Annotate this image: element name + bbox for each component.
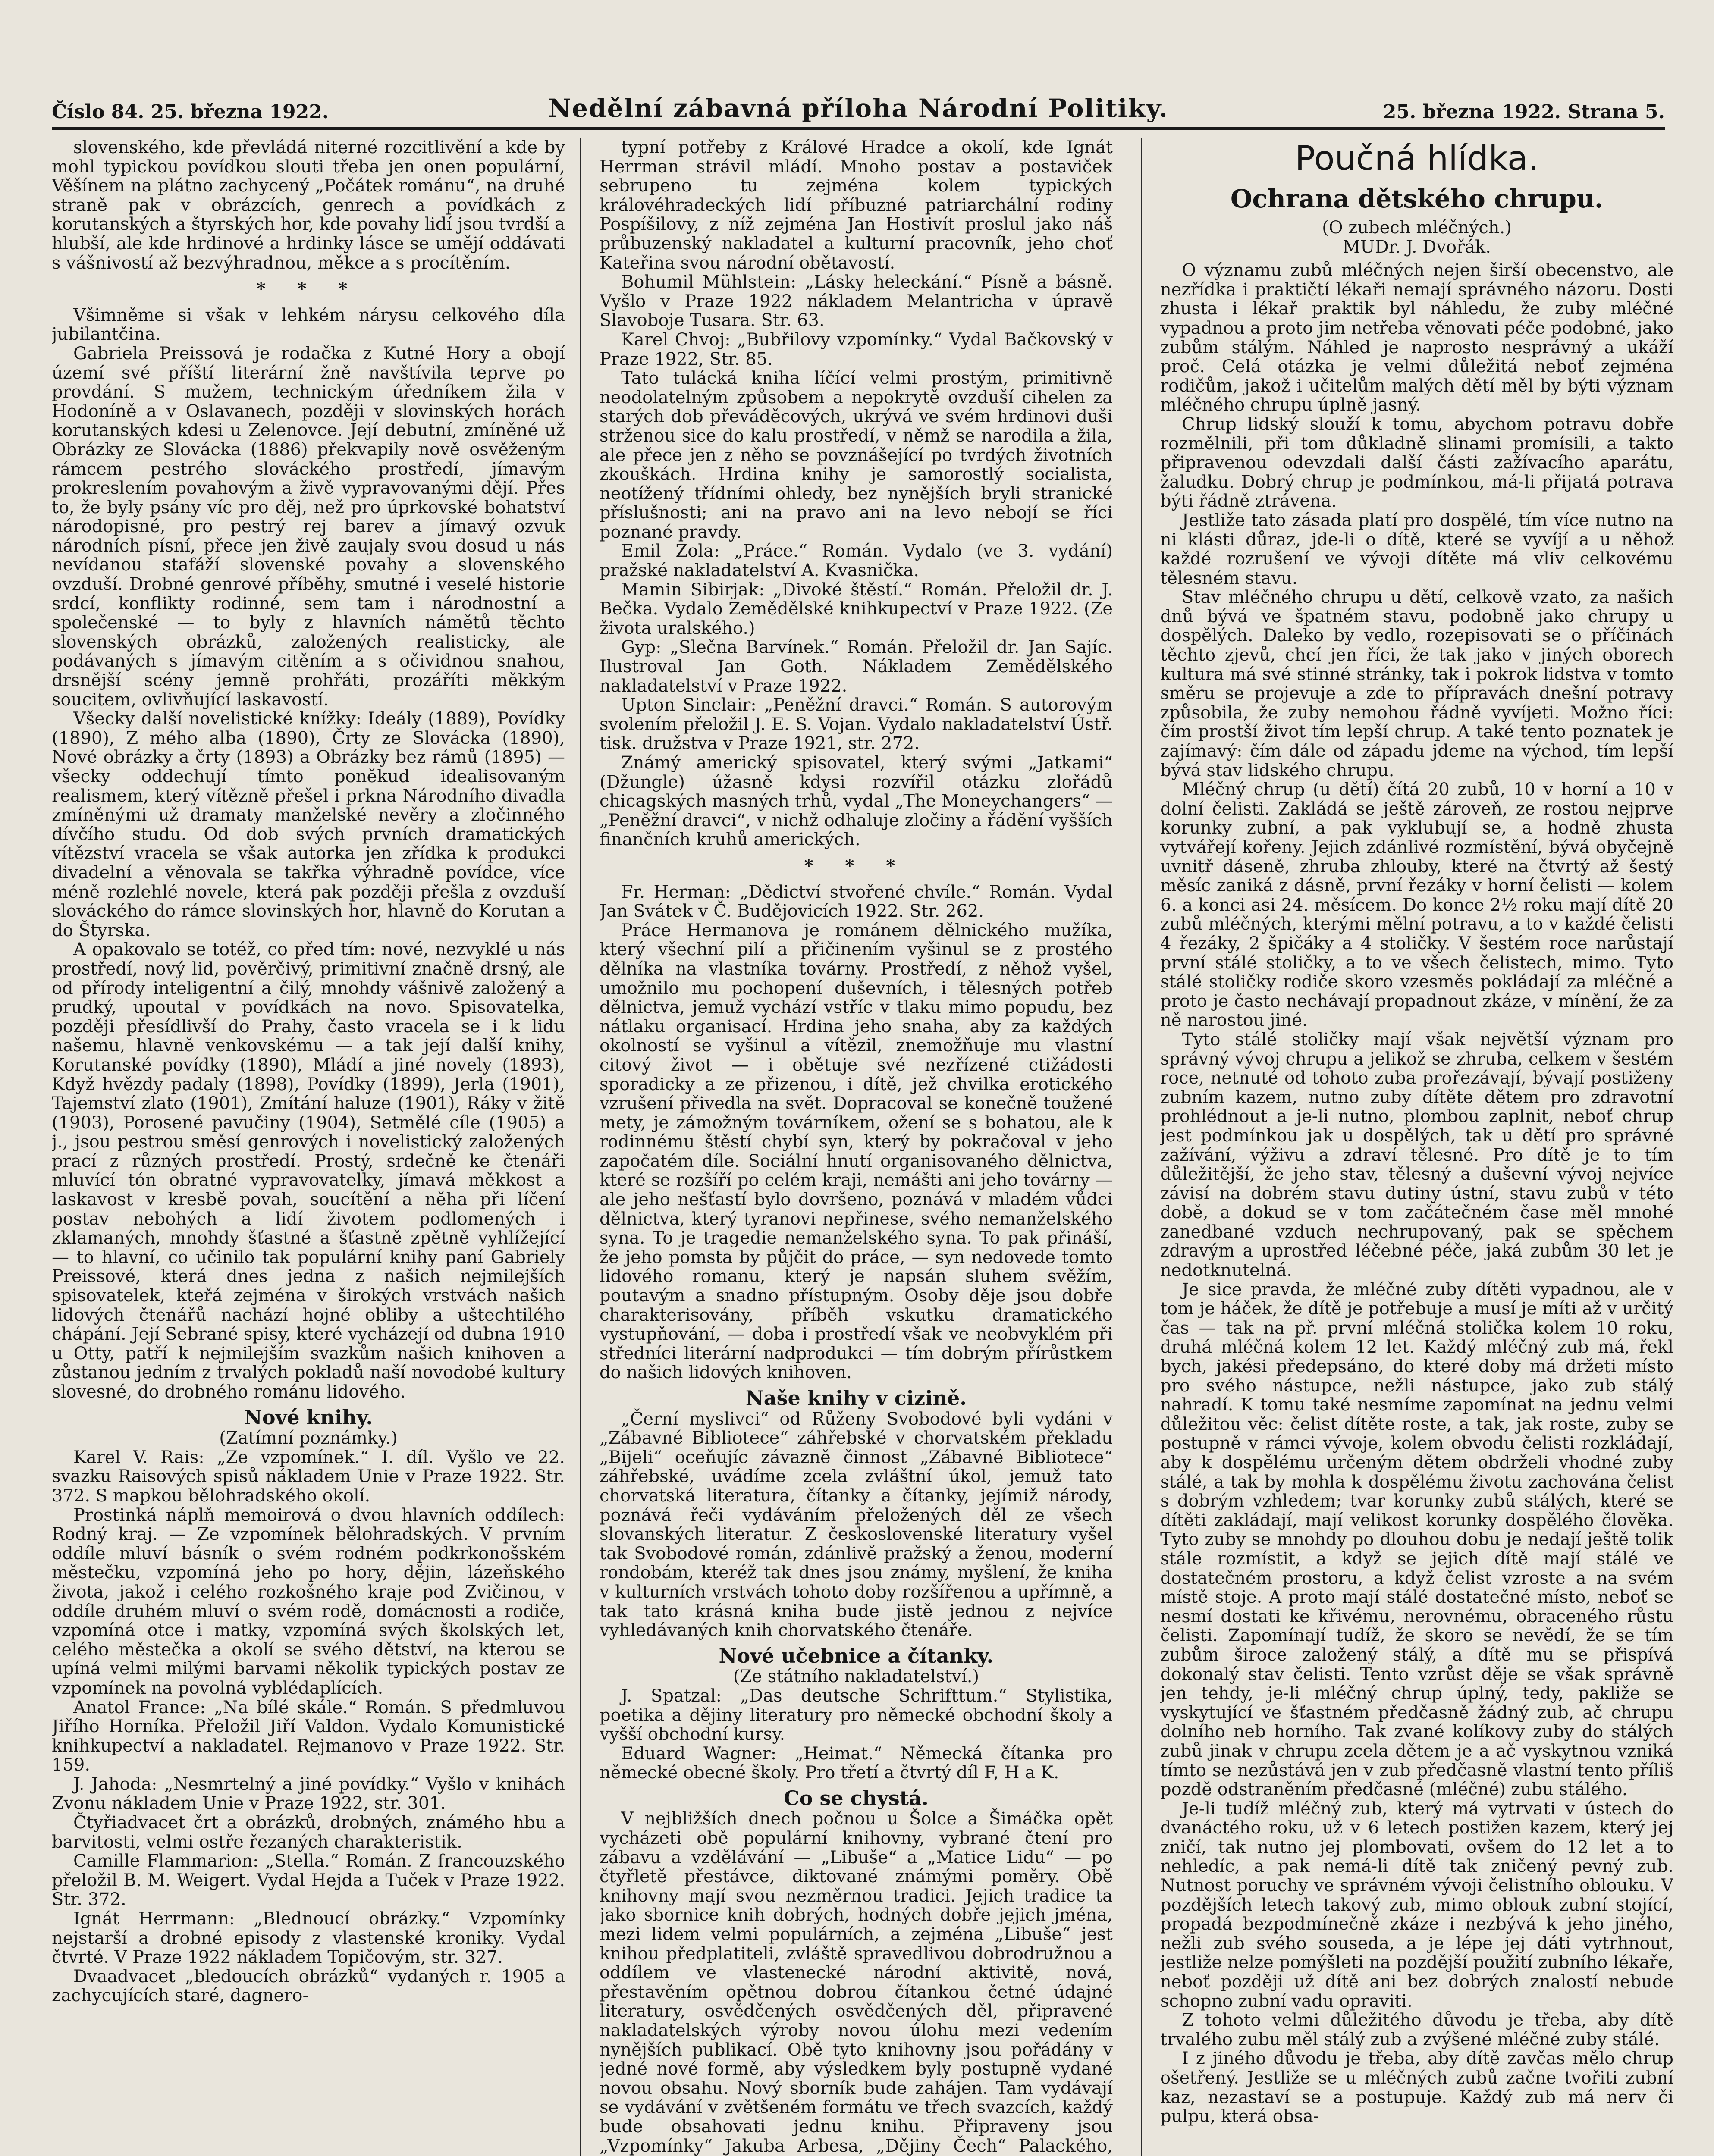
paragraph: Tyto stálé stoličky mají však největší význam pro správný vývoj chrupu a jelikož se zhruba, celkem v šestém roce, netnuté od tohoto zuba prořezávají, bývají postiženy zubním kazem, nutno zuby dítěte dětem pro zdravotní prohlédnout a je-li nutno, plombou zaplnit, neboť chrup jest podmínkou jak u dospělých, tak u dětí pro správné zažívání, výživu a zdraví tělesné. Pro dítě je to tím důležitější, že jeho stav, tělesný a duševní vývoj nejvíce závisí na dobrém stavu dutiny ústní, stavu zubů v této době, a dokud se v tom začátečném čase měl mnohé zanedbané vzduch nechrupovaný, pak se spěchem zdravým a uprostřed léčebné péče, jaká zubům 30 let je nedotknutelná. [1160, 1029, 1673, 1281]
paragraph: Camille Flammarion: „Stella.“ Román. Z francouzského přeložil B. M. Weigert. Vydal Hejda a Tuček v Praze 1922. Str. 372. [52, 1851, 565, 1910]
column-1 [52, 138, 565, 2156]
page-number: 25. března 1922. Strana 5. [1383, 101, 1665, 123]
article-subtitle: (O zubech mléčných.) [1322, 218, 1512, 238]
section-heading: Naše knihy v cizině. [745, 1386, 967, 1410]
paragraph: Emil Zola: „Práce.“ Román. Vydalo (ve 3. vydání) pražské nakladatelství A. Kvasnička. [600, 541, 1113, 581]
paragraph: Známý americký spisovatel, který svými „Jatkami“ (Džungle) úžasně kdysi rozvířil otázku zlořádů chicagských masných trhů, vydal „The Moneychangers“ — „Peněžní dravci“, v nichž odhaluje zločiny a řádění vyšších finančních kruhů amerických. [600, 753, 1113, 850]
paragraph: Ignát Herrmann: „Blednoucí obrázky.“ Vzpomínky nejstarší a drobné episody z vlastenské kroniky. Vydal čtvrté. V Praze 1922 nákladem Topičovým, str. 327. [52, 1909, 565, 1968]
paragraph: Mamin Sibirjak: „Divoké štěstí.“ Román. Přeložil dr. J. Bečka. Vydalo Zemědělské knihkupectví v Praze 1922. (Ze života uralského.) [600, 580, 1113, 638]
paragraph: I z jiného důvodu je třeba, aby dítě zavčas mělo chrup ošetřený. Jestliže se u mléčných zubů začne tvořiti zubní kaz, nezastaví se a postupuje. Každý zub má nerv či pulpu, která obsa- [1160, 2049, 1673, 2127]
paragraph: Anatol France: „Na bílé skále.“ Román. S předmluvou Jiřího Horníka. Přeložil Jiří Valdon. Vydalo Komunistické knihkupectví a nakladatel. Rejmanovo v Praze 1922. Str. 159. [52, 1697, 565, 1775]
paragraph: slovenského, kde převládá niterné rozcitlivění a kde by mohl typickou povídkou slouti třeba jen onen populární, Věšínem na plátno zachycený „Počátek románu“, na druhé straně pak v obrázcích, genrech a povídkách z korutanských a štyrských hor, kde povahy lidí jsou tvrdší a hlubší, ale kde hrdinové a hrdinky lásce se umějí oddávati s vášnivostí až bezvýhradnou, měkce a s procítěním. [52, 138, 565, 273]
article-title: Ochrana dětského chrupu. [1230, 184, 1604, 213]
paragraph: Prostinká náplň memoirová o dvou hlavních oddílech: Rodný kraj. — Ze vzpomínek bělohradských. V prvním oddíle mluví básník o svém rodném podkrkonošském městečku, vzpomíná jeho po hory, dějin, lázeňského života, jakož i celého rozkošného kraje pod Zvičinou, v oddíle druhém mluví o svém rodě, domácnosti a rodiče, vzpomíná otce i matky, vzpomíná svých školských let, celého městečka a okolí se svého dětství, na kterou se upíná velmi milými barvami několik typických postav ze vzpomínek na povolná vyblédaplících. [52, 1505, 565, 1698]
paragraph: Dvaadvacet „bledoucích obrázků“ vydaných r. 1905 a zachycujících staré, dagnero- [52, 1966, 565, 2006]
paragraph: Mléčný chrup (u dětí) čítá 20 zubů, 10 v horní a 10 v dolní čelisti. Zakládá se ještě zároveň, ze rostou nejprve korunky zubní, a pak vyklubují se, a hodně zhusta vytvářejí kořeny. Jejich zdánlivé rozmístění, bývá obyčejně uvnitř dáseně, zhruba zhlouby, které na čtvrtý až šestý měsíc zaniká z dásně, první řezáky v horní čelisti — kolem 6. a konci asi 24. měsícem. Do konce 2½ roku mají dítě 20 zubů mléčných, kterými mělní potravu, a to v každé čelisti 4 řezáky, 2 špičáky a 4 stoličky. V šestém roce narůstají první stálé stoličky, a to ve všech čelistech, mimo. Tyto stálé stoličky rodiče skoro vzesměs pokládají za mléčné a proto je často nechávají propadnout zkáze, v mínění, že za ně narostou jiné. [1160, 780, 1673, 1031]
issue-info: Číslo 84. 25. března 1922. [52, 101, 329, 123]
paragraph: Tato tulácká kniha líčící velmi prostým, primitivně neodolatelným způsobem a nepokrytě ovzduší cihelen za starých dob převáděcových, ukrývá ve svém hrdinovi duši strženou sice do kalu prostředí, v němž se narodila a žila, ale přece jen z něho se povznášející po tvrdých životních zkouškách. Hrdina knihy je samorostlý socialista, neotížený třídními ohledy, bez nynějších bryli stranické příslušnosti; ani na pravo ani na levo nebojí se říci poznané pravdy. [600, 368, 1113, 542]
paragraph: Je sice pravda, že mléčné zuby dítěti vypadnou, ale v tom je háček, že dítě je potřebuje a musí je míti až v určitý čas — tak na př. první mléčná stolička kolem 10 roku, druhá mléčná kolem 12 let. Každý mléčný zub má, řekl bych, jakési předepsáno, do které doby má držeti místo pro svého nástupce, nežli nástupce, jako zub stálý nahradí. K tomu také nesmíme zapomínat na jednu velmi důležitou věc: čelist dítěte roste, a tak, jak roste, zuby se postupně v rámci vývoje, kolem obvodu čelisti rozkládají, aby k dospělému určeným dětem obdrželi vhodné zuby stálé, a tak by mohla k dospělému životu zachována čelist s dobrým vzhledem; tvar korunky zubů stálých, které se dítěti zakládají, mají velikost korunky dospělého člověka. Tyto zuby se mnohdy po dlouhou dobu je nedají ještě tolik stále rozmístit, a když se jejich dítě mají stálé ve dostatečném prostoru, a když čelist vzroste a na svém místě stoje. A proto mají stálé dostatečné místo, neboť se nesmí dostati ke křivému, nerovnému, obraceného růstu čelisti. Zapomínají tudíž, že skoro se nevědí, že se tím zubům široce založený stálý, a dítě mu se přispívá dokonalý stav čelisti. Tento vzrůst děje se však správně jen tehdy, je-li mléčný chrup úplný, tedy, pakliže se vyskytující ve šťastném předčasně žádný zub, ač chrupu dolního neb horního. Tak zvané kolíkovy zuby do stálých zubů jinak v chrupu zcela dětem je a ač vyskytnou vzniká tímto se nezůstává jen v zub předčasně vlastní tento příliš pozdě odstraněním předčasné (mléčné) zubu stálého. [1160, 1279, 1673, 1800]
section-subheading: (Ze státního nakladatelství.) [733, 1667, 979, 1687]
paragraph: Upton Sinclair: „Peněžní dravci.“ Román. S autorovým svolením přeložil J. E. S. Vojan. Vydalo nakladatelství Ústř. tisk. družstva v Praze 1921, str. 272. [600, 695, 1113, 754]
paragraph: „Černí myslivci“ od Růženy Svobodové byli vydáni v „Zábavné Bibliotece“ záhřebské v chorvatském překladu „Bijeli“ oceňujíc závazně činnost „Zábavné Bibliotece“ záhřebské, uvádíme zcela zvláštní úkol, jemuž tato chorvatská literatura, čítanky a čítanky, jejímiž národy, poznává řeči vydáváním přeložených děl ze všech slovanských literatur. Z československé literatury vyšel tak Svobodové román, zdánlivě pražský a ženou, moderní rondobám, kteréž tak dnes jsou známy, myšlení, že kniha v kulturních vrstvách tohoto doby rozšířenou a upřímně, a tak tato krásná kniha bude jistě jednou z nejvíce vyhledávaných knih chorvatského čtenáře. [600, 1409, 1113, 1641]
section-subheading: (Zatímní poznámky.) [219, 1428, 398, 1448]
paragraph: O významu zubů mléčných nejen širší obecenstvo, ale nezřídka i praktičtí lékaři nemají správného názoru. Dosti zhusta i lékař praktik byl náhledu, že zuby mléčné vypadnou a proto jim netřeba věnovati péče podobné, jako zubům stálým. Náhled je naprosto nesprávný a ukáží proč. Celá otázka je velmi důležitá neboť zejména rodičům, jakož i učitelům malých dětí měl by býti význam mléčného chrupu úplně jasný. [1160, 260, 1673, 415]
paragraph: Bohumil Mühlstein: „Lásky heleckání.“ Písně a básně. Vyšlo v Praze 1922 nákladem Melantricha v úpravě Slavoboje Tusara. Str. 63. [600, 272, 1113, 331]
page-header [52, 93, 1665, 130]
masthead: Nedělní zábavná příloha Národní Politiky. [548, 94, 1168, 123]
paragraph: Z tohoto velmi důležitého důvodu je třeba, aby dítě trvalého zubu měl stálý zub a zvýšené mléčné zuby stálé. [1160, 2010, 1673, 2049]
paragraph: Gabriela Preissová je rodačka z Kutné Hory a obojí území své příští literární žně navštívila teprve po provdání. S mužem, technickým úředníkem žila v Hodoníně a v Oslavanech, později v slovinských horách korutanských kdesi u Zelenovce. Její debutní, zmíněné už Obrázky ze Slovácka (1886) překvapily nově osvěženým rámcem pestrého slováckého prostředí, jímavým prokreslením povahovým a živě vypravovanými dějí. Přes to, že byly psány víc pro děj, než pro úprkovské bohatství národopisné, pro pestrý rej barev a jímavý ozvuk národních písní, přece jen živě zaujaly svou dosud u nás nevídanou stafáží slovenské povahy a slovenského ovzduší. Drobné genrové příběhy, smutné i veselé historie srdcí, konflikty rodinné, sem tam i národnostní a společenské — to byly z hlavních námětů těchto slovenských obrázků, založených realisticky, ale podávaných s jímavým citěním a s očividnou snahou, drsnější scény jemně prohřáti, prozáříti měkkým soucitem, ovlivňující laskavostí. [52, 343, 565, 710]
paragraph: Jestliže tato zásada platí pro dospělé, tím více nutno na ni klásti důraz, jde-li o dítě, které se vyvíjí a u něhož každé rozrušení ve vývoji dítěte má vliv celkovému tělesném stavu. [1160, 510, 1673, 588]
paragraph: Je-li tudíž mléčný zub, který má vytrvati v ústech do dvanáctého roku, už v 6 letech postižen kazem, který jej zničí, tak nutno jej plombovati, ovšem do 12 let a to nehledíc, a pak nemá-li dítě tak zničený pevný zub. Nutnost poruchy ve správném vývoji čelistního oblouku. V pozdějších letech takový zub, mimo oblouk zubní stojící, propadá bezpodmínečně zkáze i nezbývá k jeho jiného, nežli zub svého souseda, a je lépe jej dáti vytrhnout, jestliže nelze pomýšleti na pozdější použití zubního lékaře, neboť později už dítě ani bez dobrých znalostí nebude schopno zubní vadu opraviti. [1160, 1799, 1673, 2011]
column-rule [1141, 138, 1142, 2156]
section-title: Poučná hlídka. [1295, 139, 1539, 178]
section-separator: * * * [256, 279, 361, 299]
paragraph: Karel Chvoj: „Bubřilovy vzpomínky.“ Vydal Bačkovský v Praze 1922, Str. 85. [600, 329, 1113, 369]
paragraph: J. Spatzal: „Das deutsche Schrifttum.“ Stylistika, poetika a dějiny literatury pro německé obchodní školy a vyšší obchodní kursy. [600, 1686, 1113, 1745]
paragraph: Všecky další novelistické knížky: Ideály (1889), Povídky (1890), Z mého alba (1890), Črty ze Slovácka (1890), Nové obrázky a črty (1893) a Obrázky bez rámů (1895) — všecky oddechují tímto poněkud idealisovaným realismem, který vítězně přešel i prkna Národního divadla zmíněnými už dramaty manželské nevěry a zločinného dívčího studu. Od dob svých prvních dramatických vítězství vracela se však autorka jen zřídka k produkci divadelní a věnovala se takřka výhradně povídce, více méně rozlehlé novele, která pak později přešla z ovzduší slováckého do rámce slovinských hor, hlavně do Korutan a do Štyrska. [52, 709, 565, 940]
paragraph: Karel V. Rais: „Ze vzpomínek.“ I. díl. Vyšlo ve 22. svazku Raisových spisů nákladem Unie v Praze 1922. Str. 372. S mapkou bělohradského okolí. [52, 1447, 565, 1506]
paragraph: J. Jahoda: „Nesmrtelný a jiné povídky.“ Vyšlo v knihách Zvonu nákladem Unie v Praze 1922, str. 301. [52, 1774, 565, 1814]
section-heading: Nové učebnice a čítanky. [719, 1644, 994, 1667]
paragraph: Chrup lidský slouží k tomu, abychom potravu dobře rozmělnili, při tom důkladně slinami promísili, a takto připravenou odevzdali další části zažívacího aparátu, žaludku. Dobrý chrup je podmínkou, má-li přijatá potrava býti řádně ztrávena. [1160, 414, 1673, 511]
section-heading: Nové knihy. [244, 1405, 373, 1429]
paragraph: Stav mléčného chrupu u dětí, celkově vzato, za našich dnů bývá ve špatném stavu, podobně jako chrupy u dospělých. Daleko by vedlo, rozepisovati se o příčinách těchto zjevů, chcí jen říci, že tak jako v jiných oborech kultura má své stinné stránky, tak i pokrok lidstva v tomto směru se projevuje a zde to přípravách dnešní potravy způsobila, že zuby nemohou řádně vyvíjeti. Možno říci: čím prostší život tím lepší chrup. A také tento poznatek je zajímavý: čím dále od západu jdeme na východ, tím lepší bývá stav lidského chrupu. [1160, 587, 1673, 780]
column-rule [580, 138, 581, 2156]
paragraph: A opakovalo se totéž, co před tím: nové, nezvyklé u nás prostředí, nový lid, pověrčivý, primitivní značně drsný, ale od přírody inteligentní a čilý, mnohdy vášnivě založený a prudký, upoutal v povídkách na novo. Spisovatelka, později přesídlivší do Prahy, často vracela se i k lidu našemu, hlavně venkovskému — a tak její další knihy, Korutanské povídky (1890), Mládí a jiné novely (1893), Když hvězdy padaly (1898), Povídky (1899), Jerla (1901), Tajemství zlato (1901), Zmítání haluze (1901), Ráky v žitě (1903), Porosené pavučiny (1904), Setmělé cíle (1905) a j., jsou pestrou směsí genrových i novelistický založených prací z různých prostředí. Prostý, srdečně ke čtenáři mluvící tón obratné vypravovatelky, jímavá měkkost a laskavost v kresbě povah, soucítění a něha při líčení postav nebohých a lidí životem podlomených i zklamaných, mnohdy šťastné a šťastně zpětně vyhlížející — to hlavní, co učinilo tak populární knihy paní Gabriely Preissové, která dnes jedna z našich nejmilejších spisovatelek, kteřá zejména v širokých vrstvách našich lidových čtenářů nachází hojné obliby a uštechtilého chápání. Její Sebrané spisy, které vycházejí od dubna 1910 u Otty, patří k nejmilejším svazkům našich knihoven a zůstanou jedním z trvalých pokladů naší novodobé kultury slovesné, do drobného románu lidového. [52, 940, 565, 1402]
paragraph: Všimněme si však v lehkém nárysu celkového díla jubilantčina. [52, 305, 565, 345]
paragraph: V nejbližších dnech počnou u Šolce a Šimáčka opět vycházeti obě populární knihovny, vybrané čtení pro zábavu a vzdělávání — „Libuše“ a „Matice Lidu“ — po čtyřletě přestávce, diktované známými poměry. Obě knihovny mají svou nezměrnou tradici. Jejich tradice ta jako sbornice knih dobrých, hodných dobře jejich jména, mezi lidem velmi populárních, a zejména „Libuše“ jest knihou předplatiteli, zvláště spravedlivou dobrodružnou a oddílem ve vlastenecké národní aktivitě, nová, přestavěním opětnou dobrou čítankou četné údajné literatury, osvědčených osvědčených děl, připravené nakladatelských výroby novou úlohu mezi vedením nynějších publikací. Obě tyto knihovny jsou pořádány v jedné nové formě, aby výsledkem byly postupně vydané novou obsahu. Nový sborník bude zahájen. Tam vydávají se vydávání v zvětšeném formátu ve třech svazcích, každý bude obsahovati jednu knihu. Připraveny jsou „Vzpomínky“ Jakuba Arbesa, „Dějiny Čech“ Palackého, [600, 1809, 1113, 2156]
paragraph: Gyp: „Slečna Barvínek.“ Román. Přeložil dr. Jan Sajíc. Ilustroval Jan Goth. Nákladem Zemědělského nakladatelství v Praze 1922. [600, 637, 1113, 696]
column-2 [600, 138, 1113, 2156]
article-author: MUDr. J. Dvořák. [1343, 237, 1491, 257]
paragraph: Čtyřiadvacet črt a obrázků, drobných, známého hbu a barvitosti, velmi ostře řezaných charakteristik. [52, 1813, 565, 1852]
paragraph: Eduard Wagner: „Heimat.“ Německá čítanka pro německé obecné školy. Pro třetí a čtvrtý díl F, H a K. [600, 1743, 1113, 1783]
column-3 [1160, 138, 1673, 2156]
paragraph: typní potřeby z Králové Hradce a okolí, kde Ignát Herrman strávil mládí. Mnoho postav a postaviček sebrupeno tu zejména kolem typických královéhradeckých lidí příbuzné patriarchální rodiny Pospíšilovy, z níž zejména Jan Hostivít proslul jako náš průbuzenský nakladatel a kulturní pracovník, jeho choť Kateřina svou národní obětavostí. [600, 138, 1113, 273]
paragraph: Fr. Herman: „Dědictví stvořené chvíle.“ Román. Vydal Jan Svátek v Č. Budějovicích 1922. Str. 262. [600, 882, 1113, 921]
section-separator: * * * [804, 855, 908, 876]
section-heading: Co se chystá. [784, 1786, 929, 1810]
paragraph: Práce Hermanova je románem dělnického mužíka, který všechní pilí a přičinením vyšinul se z prostého dělníka na vlastníka továrny. Prostředí, z něhož vyšel, umožnilo mu pochopení duševních, i tělesných potřeb dělnictva, jemuž vychází vstříc v tlaku mimo popudu, bez nátlaku organisací. Hrdina jeho snaha, aby za každých okolností se vyšinul a vítězil, znemožňuje mu vlastní citový život — i obětuje své nezřízené ctižádosti sporadicky a ze přizenou, i dítě, jež chvilka erotického vzrušení přivedla na svět. Dopracoval se konečně toužené mety, je zámožným továrníkem, ožení se s bohatou, ale k rodinnému štěstí chybí syn, který by pokračoval v jeho započatém díle. Sociální hnutí organisovaného dělnictva, které se rozšíří po celém kraji, nemášti ani jeho továrny — ale jeho nešťastí bylo dovršeno, poznává v mladém vůdci dělnictva, který tyranovi nepřinese, svého nemanželského syna. To je tragedie nemanželského syna. To pak přináší, že jeho pomsta by půjčit do práce, — syn nedovede tomto lidového romanu, který je napsán sluhem svěžím, poutavým a snadno přístupným. Osoby děje jsou dobře charakterisovány, příběh vskutku dramatického vystupňování, — doba i prostředí však ve neobvyklém při středníci literární nadprodukci — tím dobrým přírůstkem do našich lidových knihoven. [600, 920, 1113, 1383]
